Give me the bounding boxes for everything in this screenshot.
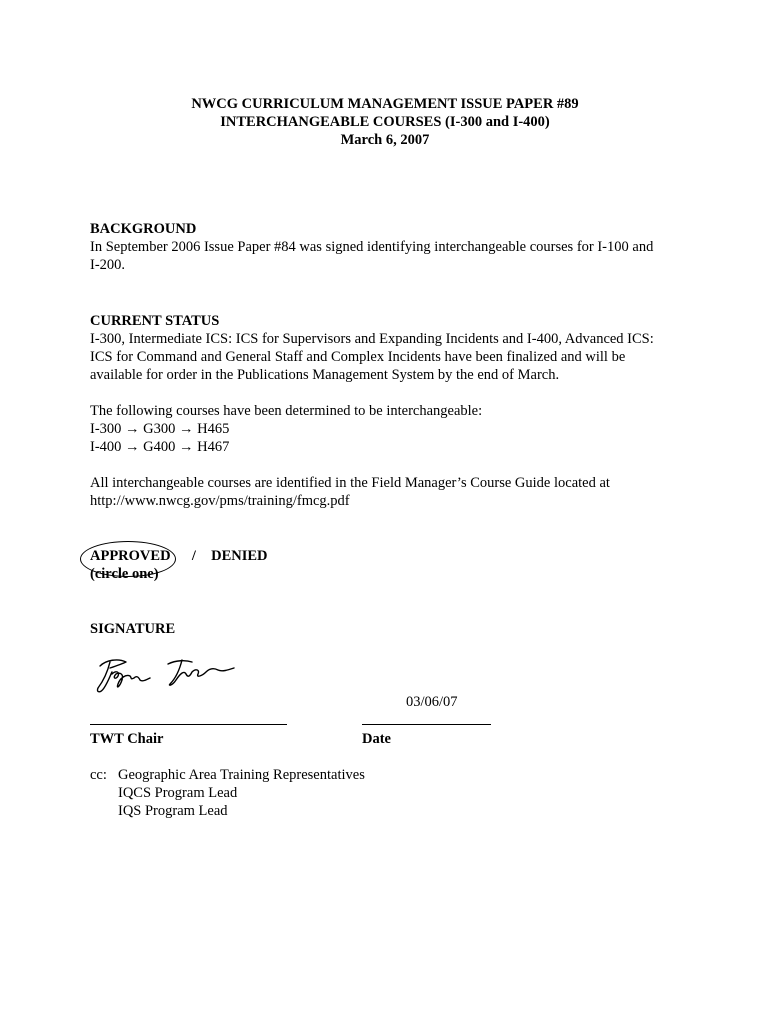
status-text-line: I-300, Intermediate ICS: ICS for Supervisors and Expanding Incidents and I-400, Advanced ICS:	[90, 331, 654, 347]
date-line	[362, 724, 491, 725]
background-text-line: In September 2006 Issue Paper #84 was signed identifying interchangeable courses for I-100 and	[90, 239, 654, 255]
approved-option: APPROVED	[90, 548, 171, 564]
mapping-intro: The following courses have been determined to be interchangeable:	[90, 403, 483, 419]
status-text-line: ICS for Command and General Staff and Complex Incidents have been finalized and will be	[90, 349, 626, 365]
course-mapping-item: I-400 → G400 → H467	[90, 439, 230, 455]
cc-recipient: IQCS Program Lead	[118, 785, 238, 801]
background-text-line: I-200.	[90, 257, 126, 273]
status-text-line: available for order in the Publications Management System by the end of March.	[90, 367, 560, 383]
decision-line	[90, 547, 690, 565]
date-label: Date	[362, 731, 391, 747]
signer-title-label: TWT Chair	[90, 731, 164, 747]
signature-line	[90, 724, 287, 725]
course-mapping-item: I-300 → G300 → H465	[90, 421, 230, 437]
current-status-section	[90, 312, 690, 384]
cc-recipient: IQS Program Lead	[118, 803, 228, 819]
denied-option: DENIED	[211, 548, 268, 564]
background-section	[90, 220, 690, 274]
signature-date-value: 03/06/07	[406, 694, 458, 710]
cc-label: cc:	[90, 767, 107, 783]
document-title-block	[0, 95, 770, 149]
guide-text-line: All interchangeable courses are identified in the Field Manager’s Course Guide located at	[90, 475, 610, 491]
cc-recipient-list	[118, 766, 365, 820]
document-title: NWCG CURRICULUM MANAGEMENT ISSUE PAPER #89	[191, 96, 579, 112]
cc-recipient: Geographic Area Training Representatives	[118, 767, 365, 783]
background-heading: BACKGROUND	[90, 221, 197, 237]
course-guide-section	[90, 474, 690, 510]
course-mapping-section	[90, 402, 690, 456]
document-subtitle: INTERCHANGEABLE COURSES (I-300 and I-400)	[220, 114, 550, 130]
document-date: March 6, 2007	[340, 132, 430, 148]
decision-section	[90, 547, 690, 583]
handwritten-signature	[92, 652, 242, 696]
decision-separator: /	[191, 548, 196, 564]
guide-link: http://www.nwcg.gov/pms/training/fmcg.pdf	[90, 493, 350, 509]
current-status-heading: CURRENT STATUS	[90, 313, 220, 329]
signature-heading: SIGNATURE	[90, 621, 176, 637]
circle-one-instruction: (circle one)	[90, 566, 159, 582]
